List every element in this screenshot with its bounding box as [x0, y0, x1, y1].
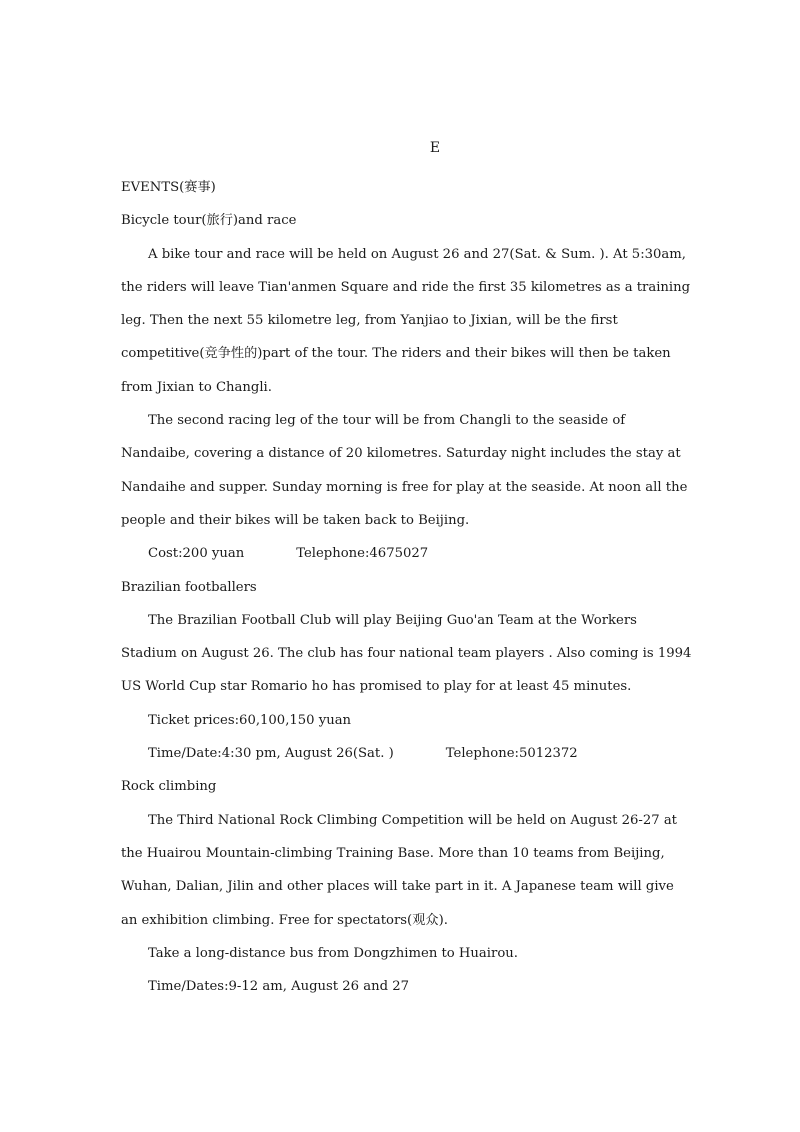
- document-body: [121, 171, 693, 1003]
- climbing-bus-info: Take a long-distance bus from Dongzhimen to Huairou.: [148, 945, 518, 961]
- football-time: Time/Date:4:30 pm, August 26(Sat. ): [148, 746, 394, 762]
- section-letter: E: [429, 140, 441, 156]
- football-telephone: Telephone:5012372: [445, 746, 578, 762]
- climbing-time: Time/Dates:9-12 am, August 26 and 27: [148, 979, 410, 995]
- football-ticket-prices: Ticket prices:60,100,150 yuan: [148, 712, 352, 728]
- bicycle-paragraph-1: A bike tour and race will be held on August 26 and 27(Sat. & Sum. ). At 5:30am, the riders will leave Tian'anmen Square and ride the first 35 kilometres as a training leg. Then the next 55 kilometre leg, from Yanjiao to Jixian, will be the first competitive(竞争性的)part of the tour. The riders and their bikes will then be taken from Jixian to Changli.: [121, 246, 691, 395]
- bicycle-telephone: Telephone:4675027: [296, 546, 429, 562]
- bicycle-heading: Bicycle tour(旅行)and race: [121, 213, 297, 229]
- climbing-heading: Rock climbing: [121, 779, 217, 795]
- page-title: EVENTS(赛事): [121, 180, 216, 195]
- bicycle-cost: Cost:200 yuan: [148, 546, 245, 562]
- football-heading: Brazilian footballers: [121, 579, 257, 595]
- bicycle-paragraph-2: The second racing leg of the tour will be from Changli to the seaside of Nandaibe, covering a distance of 20 kilometres. Saturday night includes the stay at Nandaihe and supper. Sunday morning is free for play at the seaside. At noon all the people and their bikes will be taken back to Beijing.: [121, 413, 688, 528]
- football-paragraph-1: The Brazilian Football Club will play Beijing Guo'an Team at the Workers Stadium on August 26. The club has four national team players . Also coming is 1994 US World Cup star Romario ho has promised to play for at least 45 minutes.: [121, 612, 692, 695]
- bicycle-info-line: [121, 537, 693, 570]
- climbing-paragraph-1: The Third National Rock Climbing Competition will be held on August 26-27 at the Huairou Mountain-climbing Training Base. More than 10 teams from Beijing, Wuhan, Dalian, Jilin and other places will take part in it. A Japanese team will give an exhibition climbing. Free for spectators(观众).: [121, 812, 677, 928]
- football-info-line: [121, 737, 693, 770]
